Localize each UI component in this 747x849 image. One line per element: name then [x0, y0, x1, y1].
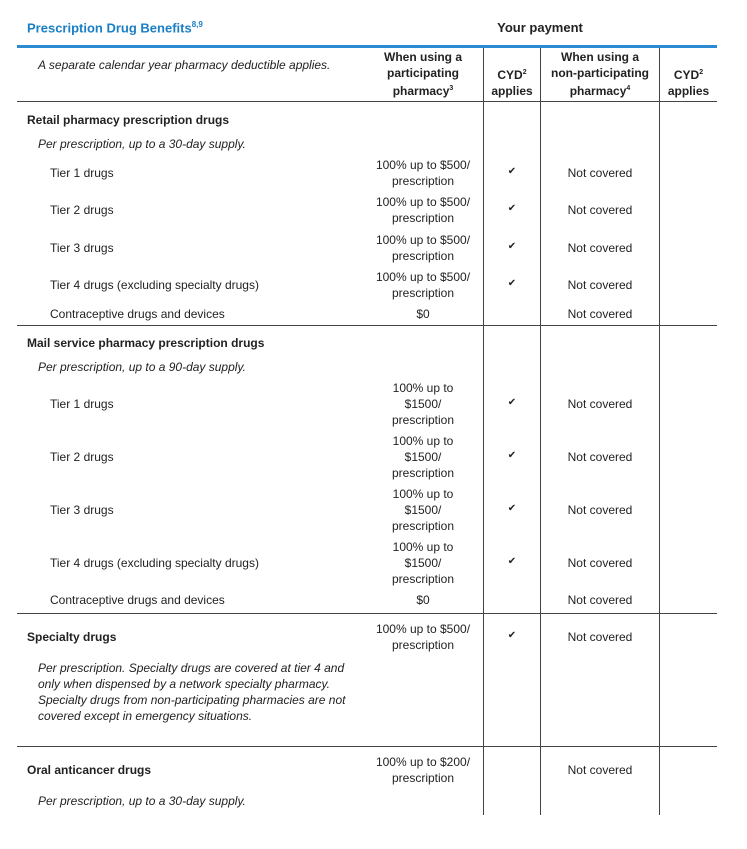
header-rule — [17, 45, 717, 48]
row-divider — [17, 613, 717, 614]
specialty-payment: 100% up to $500/ prescription — [375, 622, 471, 652]
mail-tier3-nonparticipating: Not covered — [567, 503, 633, 517]
mail-tier1-payment: 100% up to $1500/ prescription — [391, 381, 455, 427]
retail-tier2-label: Tier 2 drugs — [50, 203, 114, 217]
checkmark-icon: ✔ — [507, 241, 517, 252]
retail-section-title: Retail pharmacy prescription drugs — [27, 113, 230, 127]
mail-tier2-payment: 100% up to $1500/ prescription — [391, 434, 455, 480]
column-divider — [659, 48, 660, 815]
mail-contraceptive-label: Contraceptive drugs and devices — [50, 593, 225, 607]
col-header-nonparticipating: When using a non-participating pharmacy$^4$ — [551, 50, 649, 98]
column-divider — [483, 48, 484, 815]
col-header-cyd-applies: CYD$^2$ applies — [667, 68, 710, 98]
oral-anticancer-note: Per prescription, up to a 30-day supply. — [38, 794, 246, 808]
mail-tier1-nonparticipating: Not covered — [567, 397, 633, 411]
checkmark-icon: ✔ — [507, 166, 517, 177]
retail-tier1-payment: 100% up to $500/ prescription — [375, 158, 471, 188]
oral-anticancer-title: Oral anticancer drugs — [27, 763, 152, 777]
checkmark-icon: ✔ — [507, 278, 517, 289]
mail-tier3-payment: 100% up to $1500/ prescription — [391, 487, 455, 533]
retail-tier1-nonparticipating: Not covered — [567, 166, 633, 180]
mail-tier4-label: Tier 4 drugs (excluding specialty drugs) — [50, 556, 259, 570]
deductible-note: A separate calendar year pharmacy deductible applies. — [38, 58, 331, 72]
retail-tier3-nonparticipating: Not covered — [567, 241, 633, 255]
retail-tier3-payment: 100% up to $500/ prescription — [375, 233, 471, 263]
row-divider — [17, 325, 717, 326]
retail-contraceptive-payment: $0 — [416, 307, 430, 321]
your-payment-heading: Your payment — [497, 20, 583, 35]
specialty-note: Per prescription. Specialty drugs are covered at tier 4 and only when dispensed by a network specialty pharmacy. Specialty drugs from non-participating pharmacies are not covered except in emergency situations. — [38, 661, 346, 723]
mail-tier4-nonparticipating: Not covered — [567, 556, 633, 570]
column-divider — [540, 48, 541, 815]
retail-tier4-nonparticipating: Not covered — [567, 278, 633, 292]
checkmark-icon: ✔ — [507, 203, 517, 214]
specialty-nonparticipating: Not covered — [567, 630, 633, 644]
mail-tier2-label: Tier 2 drugs — [50, 450, 114, 464]
checkmark-icon: ✔ — [507, 503, 517, 514]
retail-supply-note: Per prescription, up to a 30-day supply. — [38, 137, 246, 151]
section-title: Prescription Drug Benefits$^{8,9}$ — [27, 20, 203, 36]
mail-tier2-nonparticipating: Not covered — [567, 450, 633, 464]
mail-supply-note: Per prescription, up to a 90-day supply. — [38, 360, 246, 374]
mail-tier4-payment: 100% up to $1500/ prescription — [391, 540, 455, 586]
mail-tier1-label: Tier 1 drugs — [50, 397, 114, 411]
oral-anticancer-payment: 100% up to $200/ prescription — [375, 755, 471, 785]
col-header-participating: When using a participating pharmacy$^3$ — [384, 50, 462, 98]
retail-tier2-payment: 100% up to $500/ prescription — [375, 195, 471, 225]
retail-tier3-label: Tier 3 drugs — [50, 241, 114, 255]
checkmark-icon: ✔ — [507, 630, 517, 641]
row-divider — [17, 746, 717, 747]
checkmark-icon: ✔ — [507, 450, 517, 461]
retail-tier2-nonparticipating: Not covered — [567, 203, 633, 217]
retail-tier1-label: Tier 1 drugs — [50, 166, 114, 180]
retail-tier4-payment: 100% up to $500/ prescription — [375, 270, 471, 300]
oral-anticancer-nonparticipating: Not covered — [567, 763, 633, 777]
retail-contraceptive-label: Contraceptive drugs and devices — [50, 307, 225, 321]
retail-contraceptive-nonparticipating: Not covered — [567, 307, 633, 321]
mail-section-title: Mail service pharmacy prescription drugs — [27, 336, 265, 350]
mail-tier3-label: Tier 3 drugs — [50, 503, 114, 517]
specialty-section-title: Specialty drugs — [27, 630, 117, 644]
mail-contraceptive-payment: $0 — [416, 593, 430, 607]
row-divider — [17, 101, 717, 102]
checkmark-icon: ✔ — [507, 556, 517, 567]
retail-tier4-label: Tier 4 drugs (excluding specialty drugs) — [50, 278, 259, 292]
col-header-cyd-applies: CYD$^2$ applies — [491, 68, 533, 98]
checkmark-icon: ✔ — [507, 397, 517, 408]
mail-contraceptive-nonparticipating: Not covered — [567, 593, 633, 607]
